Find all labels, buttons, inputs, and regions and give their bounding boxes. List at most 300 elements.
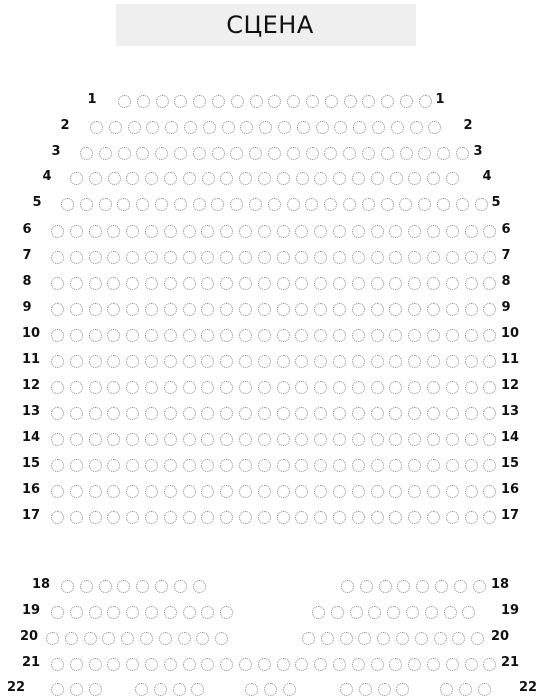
seat[interactable]	[483, 485, 496, 498]
seat[interactable]	[258, 172, 271, 185]
seat[interactable]	[174, 198, 187, 211]
seat[interactable]	[408, 355, 421, 368]
seat[interactable]	[145, 251, 158, 264]
seat[interactable]	[277, 459, 290, 472]
seat[interactable]	[446, 407, 459, 420]
seat[interactable]	[277, 355, 290, 368]
seat[interactable]	[314, 225, 327, 238]
seat[interactable]	[314, 277, 327, 290]
seat[interactable]	[371, 485, 384, 498]
seat[interactable]	[70, 355, 83, 368]
seat[interactable]	[164, 381, 177, 394]
seat[interactable]	[51, 355, 64, 368]
seat[interactable]	[352, 433, 365, 446]
seat[interactable]	[201, 251, 214, 264]
seat[interactable]	[371, 172, 384, 185]
seat[interactable]	[352, 303, 365, 316]
seat[interactable]	[268, 95, 281, 108]
seat[interactable]	[184, 121, 197, 134]
seat[interactable]	[51, 329, 64, 342]
seat[interactable]	[164, 277, 177, 290]
seat[interactable]	[118, 95, 131, 108]
seat[interactable]	[465, 355, 478, 368]
seat[interactable]	[126, 225, 139, 238]
seat[interactable]	[371, 511, 384, 524]
seat[interactable]	[230, 147, 243, 160]
seat[interactable]	[446, 225, 459, 238]
seat[interactable]	[201, 606, 214, 619]
seat[interactable]	[389, 225, 402, 238]
seat[interactable]	[51, 658, 64, 671]
seat[interactable]	[250, 95, 263, 108]
seat[interactable]	[277, 407, 290, 420]
seat[interactable]	[145, 658, 158, 671]
seat[interactable]	[89, 172, 102, 185]
seat[interactable]	[446, 303, 459, 316]
seat[interactable]	[333, 658, 346, 671]
seat[interactable]	[483, 433, 496, 446]
seat[interactable]	[408, 329, 421, 342]
seat[interactable]	[465, 511, 478, 524]
seat[interactable]	[51, 407, 64, 420]
seat[interactable]	[446, 251, 459, 264]
seat[interactable]	[452, 632, 465, 645]
seat[interactable]	[212, 147, 225, 160]
seat[interactable]	[427, 303, 440, 316]
seat[interactable]	[61, 580, 74, 593]
seat[interactable]	[239, 355, 252, 368]
seat[interactable]	[446, 329, 459, 342]
seat[interactable]	[295, 433, 308, 446]
seat[interactable]	[164, 433, 177, 446]
seat[interactable]	[371, 433, 384, 446]
seat[interactable]	[201, 225, 214, 238]
seat[interactable]	[352, 658, 365, 671]
seat[interactable]	[371, 381, 384, 394]
seat[interactable]	[353, 121, 366, 134]
seat[interactable]	[107, 251, 120, 264]
seat[interactable]	[352, 277, 365, 290]
seat[interactable]	[396, 683, 409, 696]
seat[interactable]	[258, 225, 271, 238]
seat[interactable]	[350, 606, 363, 619]
seat[interactable]	[381, 198, 394, 211]
seat[interactable]	[427, 225, 440, 238]
seat[interactable]	[446, 433, 459, 446]
seat[interactable]	[305, 198, 318, 211]
seat[interactable]	[400, 147, 413, 160]
seat[interactable]	[70, 433, 83, 446]
seat[interactable]	[174, 580, 187, 593]
seat[interactable]	[446, 277, 459, 290]
seat[interactable]	[164, 303, 177, 316]
seat[interactable]	[164, 606, 177, 619]
seat[interactable]	[389, 433, 402, 446]
seat[interactable]	[459, 683, 472, 696]
seat[interactable]	[80, 147, 93, 160]
seat[interactable]	[389, 277, 402, 290]
seat[interactable]	[70, 251, 83, 264]
seat[interactable]	[343, 198, 356, 211]
seat[interactable]	[126, 303, 139, 316]
seat[interactable]	[258, 485, 271, 498]
seat[interactable]	[70, 407, 83, 420]
seat[interactable]	[437, 147, 450, 160]
seat[interactable]	[126, 459, 139, 472]
seat[interactable]	[277, 381, 290, 394]
seat[interactable]	[446, 381, 459, 394]
seat[interactable]	[333, 485, 346, 498]
seat[interactable]	[249, 198, 262, 211]
seat[interactable]	[89, 683, 102, 696]
seat[interactable]	[258, 658, 271, 671]
seat[interactable]	[183, 511, 196, 524]
seat[interactable]	[406, 606, 419, 619]
seat[interactable]	[183, 329, 196, 342]
seat[interactable]	[201, 381, 214, 394]
seat[interactable]	[446, 355, 459, 368]
seat[interactable]	[462, 606, 475, 619]
seat[interactable]	[220, 433, 233, 446]
seat[interactable]	[108, 172, 121, 185]
seat[interactable]	[314, 172, 327, 185]
seat[interactable]	[352, 459, 365, 472]
seat[interactable]	[371, 225, 384, 238]
seat[interactable]	[427, 459, 440, 472]
seat[interactable]	[245, 683, 258, 696]
seat[interactable]	[473, 580, 486, 593]
seat[interactable]	[418, 147, 431, 160]
seat[interactable]	[220, 407, 233, 420]
seat[interactable]	[89, 511, 102, 524]
seat[interactable]	[277, 251, 290, 264]
seat[interactable]	[314, 511, 327, 524]
seat[interactable]	[126, 433, 139, 446]
seat[interactable]	[145, 606, 158, 619]
seat[interactable]	[408, 225, 421, 238]
seat[interactable]	[416, 580, 429, 593]
seat[interactable]	[239, 329, 252, 342]
seat[interactable]	[183, 172, 196, 185]
seat[interactable]	[427, 485, 440, 498]
seat[interactable]	[408, 251, 421, 264]
seat[interactable]	[295, 658, 308, 671]
seat[interactable]	[70, 381, 83, 394]
seat[interactable]	[70, 329, 83, 342]
seat[interactable]	[475, 198, 488, 211]
seat[interactable]	[389, 329, 402, 342]
seat[interactable]	[378, 683, 391, 696]
seat[interactable]	[107, 485, 120, 498]
seat[interactable]	[117, 580, 130, 593]
seat[interactable]	[183, 485, 196, 498]
seat[interactable]	[352, 511, 365, 524]
seat[interactable]	[427, 251, 440, 264]
seat[interactable]	[107, 606, 120, 619]
seat[interactable]	[239, 277, 252, 290]
seat[interactable]	[389, 381, 402, 394]
seat[interactable]	[437, 198, 450, 211]
seat[interactable]	[155, 198, 168, 211]
seat[interactable]	[314, 355, 327, 368]
seat[interactable]	[408, 658, 421, 671]
seat[interactable]	[324, 147, 337, 160]
seat[interactable]	[107, 355, 120, 368]
seat[interactable]	[220, 485, 233, 498]
seat[interactable]	[164, 251, 177, 264]
seat[interactable]	[155, 580, 168, 593]
seat[interactable]	[65, 632, 78, 645]
seat[interactable]	[408, 459, 421, 472]
seat[interactable]	[193, 95, 206, 108]
seat[interactable]	[164, 172, 177, 185]
seat[interactable]	[465, 407, 478, 420]
seat[interactable]	[408, 407, 421, 420]
seat[interactable]	[381, 147, 394, 160]
seat[interactable]	[333, 251, 346, 264]
seat[interactable]	[70, 606, 83, 619]
seat[interactable]	[126, 381, 139, 394]
seat[interactable]	[159, 632, 172, 645]
seat[interactable]	[174, 95, 187, 108]
seat[interactable]	[258, 329, 271, 342]
seat[interactable]	[164, 329, 177, 342]
seat[interactable]	[352, 485, 365, 498]
seat[interactable]	[164, 658, 177, 671]
seat[interactable]	[465, 485, 478, 498]
seat[interactable]	[239, 459, 252, 472]
seat[interactable]	[341, 580, 354, 593]
seat[interactable]	[478, 683, 491, 696]
seat[interactable]	[126, 511, 139, 524]
seat[interactable]	[239, 172, 252, 185]
seat[interactable]	[128, 121, 141, 134]
seat[interactable]	[408, 433, 421, 446]
seat[interactable]	[389, 407, 402, 420]
seat[interactable]	[193, 198, 206, 211]
seat[interactable]	[135, 683, 148, 696]
seat[interactable]	[435, 580, 448, 593]
seat[interactable]	[51, 485, 64, 498]
seat[interactable]	[201, 433, 214, 446]
seat[interactable]	[371, 303, 384, 316]
seat[interactable]	[164, 355, 177, 368]
seat[interactable]	[220, 277, 233, 290]
seat[interactable]	[352, 225, 365, 238]
seat[interactable]	[80, 580, 93, 593]
seat[interactable]	[389, 511, 402, 524]
seat[interactable]	[164, 407, 177, 420]
seat[interactable]	[109, 121, 122, 134]
seat[interactable]	[220, 329, 233, 342]
seat[interactable]	[408, 303, 421, 316]
seat[interactable]	[239, 407, 252, 420]
seat[interactable]	[239, 511, 252, 524]
seat[interactable]	[389, 303, 402, 316]
seat[interactable]	[145, 277, 158, 290]
seat[interactable]	[126, 407, 139, 420]
seat[interactable]	[427, 407, 440, 420]
seat[interactable]	[80, 198, 93, 211]
seat[interactable]	[427, 511, 440, 524]
seat[interactable]	[164, 485, 177, 498]
seat[interactable]	[89, 277, 102, 290]
seat[interactable]	[295, 277, 308, 290]
seat[interactable]	[107, 511, 120, 524]
seat[interactable]	[202, 172, 215, 185]
seat[interactable]	[358, 632, 371, 645]
seat[interactable]	[278, 121, 291, 134]
seat[interactable]	[333, 511, 346, 524]
seat[interactable]	[70, 225, 83, 238]
seat[interactable]	[277, 658, 290, 671]
seat[interactable]	[145, 172, 158, 185]
seat[interactable]	[107, 381, 120, 394]
seat[interactable]	[89, 329, 102, 342]
seat[interactable]	[427, 329, 440, 342]
seat[interactable]	[296, 172, 309, 185]
seat[interactable]	[483, 329, 496, 342]
seat[interactable]	[444, 606, 457, 619]
seat[interactable]	[333, 433, 346, 446]
seat[interactable]	[425, 606, 438, 619]
seat[interactable]	[89, 658, 102, 671]
seat[interactable]	[90, 121, 103, 134]
seat[interactable]	[145, 407, 158, 420]
seat[interactable]	[371, 329, 384, 342]
seat[interactable]	[239, 485, 252, 498]
seat[interactable]	[102, 632, 115, 645]
seat[interactable]	[239, 433, 252, 446]
seat[interactable]	[220, 355, 233, 368]
seat[interactable]	[107, 225, 120, 238]
seat[interactable]	[427, 433, 440, 446]
seat[interactable]	[196, 632, 209, 645]
seat[interactable]	[126, 329, 139, 342]
seat[interactable]	[379, 580, 392, 593]
seat[interactable]	[89, 225, 102, 238]
seat[interactable]	[220, 511, 233, 524]
seat[interactable]	[295, 381, 308, 394]
seat[interactable]	[145, 381, 158, 394]
seat[interactable]	[324, 198, 337, 211]
seat[interactable]	[258, 381, 271, 394]
seat[interactable]	[220, 225, 233, 238]
seat[interactable]	[446, 459, 459, 472]
seat[interactable]	[220, 303, 233, 316]
seat[interactable]	[297, 121, 310, 134]
seat[interactable]	[258, 355, 271, 368]
seat[interactable]	[397, 580, 410, 593]
seat[interactable]	[343, 147, 356, 160]
seat[interactable]	[89, 303, 102, 316]
seat[interactable]	[89, 355, 102, 368]
seat[interactable]	[220, 251, 233, 264]
seat[interactable]	[201, 485, 214, 498]
seat[interactable]	[51, 225, 64, 238]
seat[interactable]	[314, 251, 327, 264]
seat[interactable]	[419, 95, 432, 108]
seat[interactable]	[126, 355, 139, 368]
seat[interactable]	[314, 303, 327, 316]
seat[interactable]	[201, 511, 214, 524]
seat[interactable]	[277, 303, 290, 316]
seat[interactable]	[51, 303, 64, 316]
seat[interactable]	[340, 632, 353, 645]
seat[interactable]	[258, 433, 271, 446]
seat[interactable]	[295, 251, 308, 264]
seat[interactable]	[277, 511, 290, 524]
seat[interactable]	[121, 632, 134, 645]
seat[interactable]	[465, 251, 478, 264]
seat[interactable]	[61, 198, 74, 211]
seat[interactable]	[239, 658, 252, 671]
seat[interactable]	[371, 459, 384, 472]
seat[interactable]	[230, 198, 243, 211]
seat[interactable]	[126, 485, 139, 498]
seat[interactable]	[70, 485, 83, 498]
seat[interactable]	[483, 355, 496, 368]
seat[interactable]	[215, 632, 228, 645]
seat[interactable]	[268, 147, 281, 160]
seat[interactable]	[483, 459, 496, 472]
seat[interactable]	[387, 606, 400, 619]
seat[interactable]	[51, 251, 64, 264]
seat[interactable]	[314, 407, 327, 420]
seat[interactable]	[51, 606, 64, 619]
seat[interactable]	[362, 95, 375, 108]
seat[interactable]	[314, 433, 327, 446]
seat[interactable]	[352, 407, 365, 420]
seat[interactable]	[333, 303, 346, 316]
seat[interactable]	[408, 172, 421, 185]
seat[interactable]	[183, 355, 196, 368]
seat[interactable]	[325, 95, 338, 108]
seat[interactable]	[371, 658, 384, 671]
seat[interactable]	[314, 658, 327, 671]
seat[interactable]	[321, 632, 334, 645]
seat[interactable]	[183, 251, 196, 264]
seat[interactable]	[434, 632, 447, 645]
seat[interactable]	[277, 433, 290, 446]
seat[interactable]	[352, 355, 365, 368]
seat[interactable]	[164, 511, 177, 524]
seat[interactable]	[427, 355, 440, 368]
seat[interactable]	[454, 580, 467, 593]
seat[interactable]	[126, 606, 139, 619]
seat[interactable]	[46, 632, 59, 645]
seat[interactable]	[51, 511, 64, 524]
seat[interactable]	[287, 198, 300, 211]
seat[interactable]	[295, 225, 308, 238]
seat[interactable]	[156, 95, 169, 108]
seat[interactable]	[483, 277, 496, 290]
seat[interactable]	[178, 632, 191, 645]
seat[interactable]	[183, 225, 196, 238]
seat[interactable]	[212, 95, 225, 108]
seat[interactable]	[70, 459, 83, 472]
seat[interactable]	[465, 459, 478, 472]
seat[interactable]	[302, 632, 315, 645]
seat[interactable]	[331, 606, 344, 619]
seat[interactable]	[222, 121, 235, 134]
seat[interactable]	[306, 147, 319, 160]
seat[interactable]	[295, 407, 308, 420]
seat[interactable]	[126, 277, 139, 290]
seat[interactable]	[295, 511, 308, 524]
seat[interactable]	[471, 632, 484, 645]
seat[interactable]	[465, 381, 478, 394]
